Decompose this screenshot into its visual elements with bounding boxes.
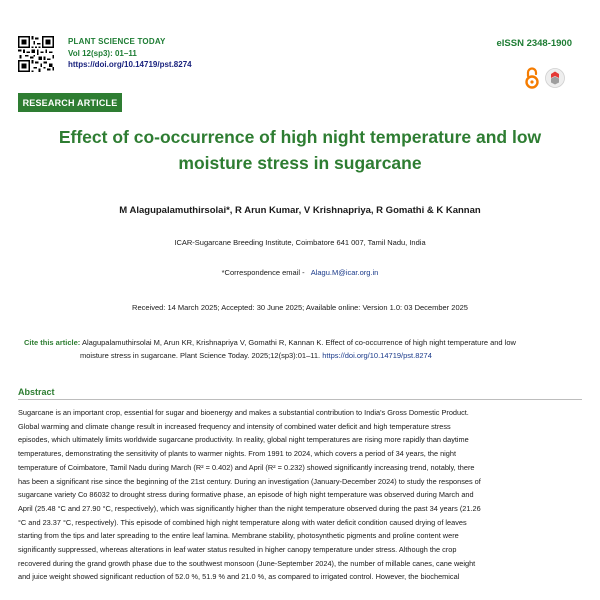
crossmark-icon[interactable]	[545, 68, 565, 88]
correspondence-email-link[interactable]: Alagu.M@icar.org.in	[310, 268, 379, 277]
abstract-line: and juice weight showed significant reduction of 52.0 %, 51.9 % and 21.0 %, as compared to irrigated control. However, the biochemical	[18, 572, 460, 582]
abstract-line: significantly suppressed, whereas alterations in leaf water status resulted in higher canopy temperature under stress. Although the crop	[18, 545, 457, 555]
citation-doi-link[interactable]: https://doi.org/10.14719/pst.8274	[322, 351, 432, 360]
correspondence-label: *Correspondence email -	[221, 268, 305, 277]
abstract-line: Global warming and climate change result in increased frequency and intensity of combined water deficit and high temperature stress	[18, 421, 451, 431]
abstract-line: starting from the tips and later spreading to the entire leaf lamina. Membrane stability, photosynthetic pigments and proline content were	[18, 531, 459, 541]
abstract-line: temperature of Coimbatore, Tamil Nadu during March (R² = 0.402) and April (R² = 0.232) showed significantly increasing trend, notably, there	[18, 462, 475, 472]
title-line: Effect of co-occurrence of high night temperature and low	[58, 127, 542, 147]
eissn-label: eISSN 2348-1900	[496, 38, 572, 49]
correspondence	[0, 268, 600, 277]
article-title	[20, 124, 580, 176]
journal-name: PLANT SCIENCE TODAY	[68, 37, 166, 46]
abstract-line: temperatures, demonstrating the sensitivity of plants to warmer nights. From 1991 to 2024, which covers a period of 34 years, the night	[18, 449, 456, 459]
citation-text: Alagupalamuthirsolai M, Arun KR, Krishnapriya V, Gomathi R, Kannan K. Effect of co-occurrence of high night temperature and low	[81, 338, 516, 347]
qr-code-icon	[18, 36, 54, 72]
title-line: moisture stress in sugarcane	[178, 153, 422, 173]
journal-header	[68, 36, 192, 71]
abstract-body	[18, 406, 584, 584]
citation-block	[24, 336, 580, 362]
affiliation: ICAR-Sugarcane Breeding Institute, Coimbatore 641 007, Tamil Nadu, India	[174, 238, 426, 247]
citation-label: Cite this article:	[24, 338, 81, 347]
abstract-line: episodes, which ultimately limits worldwide sugarcane productivity. In reality, global night temperatures are rising more rapidly than daytime	[18, 435, 469, 445]
abstract-line: April (25.48 °C and 27.90 °C, respectively), which was significantly higher than the night temperature observed during the past 34 years (21.26	[18, 503, 481, 513]
abstract-heading: Abstract	[18, 387, 55, 397]
abstract-line: sugarcane variety Co 86032 to drought stress during formative phase, an episode of high night temperature was observed during March and	[18, 490, 474, 500]
open-access-lock-icon[interactable]	[524, 67, 540, 89]
article-type-badge: RESEARCH ARTICLE	[18, 93, 122, 112]
abstract-line: recovered during the grand growth phase due to the southwest monsoon (June-September 2024), the number of millable canes, cane weight	[18, 558, 476, 568]
journal-doi-link[interactable]: https://doi.org/10.14719/pst.8274	[68, 60, 192, 69]
abstract-divider	[18, 399, 582, 400]
abstract-line: has been a significant rise since the beginning of the 21st century. During an investigation (January-December 2024) to study the responses of	[18, 476, 481, 486]
abstract-line: °C and 23.37 °C, respectively). This episode of combined high night temperature along with water deficit condition caused drying of leaves	[18, 517, 467, 527]
abstract-line: Sugarcane is an important crop, essential for sugar and bioenergy and makes a substantial contribution to India's Gross Domestic Product.	[18, 408, 469, 417]
publication-dates: Received: 14 March 2025; Accepted: 30 June 2025; Available online: Version 1.0: 03 December 2025	[132, 303, 468, 312]
citation-text: moisture stress in sugarcane. Plant Science Today. 2025;12(sp3):01–11.	[80, 351, 321, 360]
journal-volume: Vol 12(sp3): 01–11	[68, 48, 137, 58]
author-list: M Alagupalamuthirsolai*, R Arun Kumar, V Krishnapriya, R Gomathi & K Kannan	[119, 205, 481, 216]
